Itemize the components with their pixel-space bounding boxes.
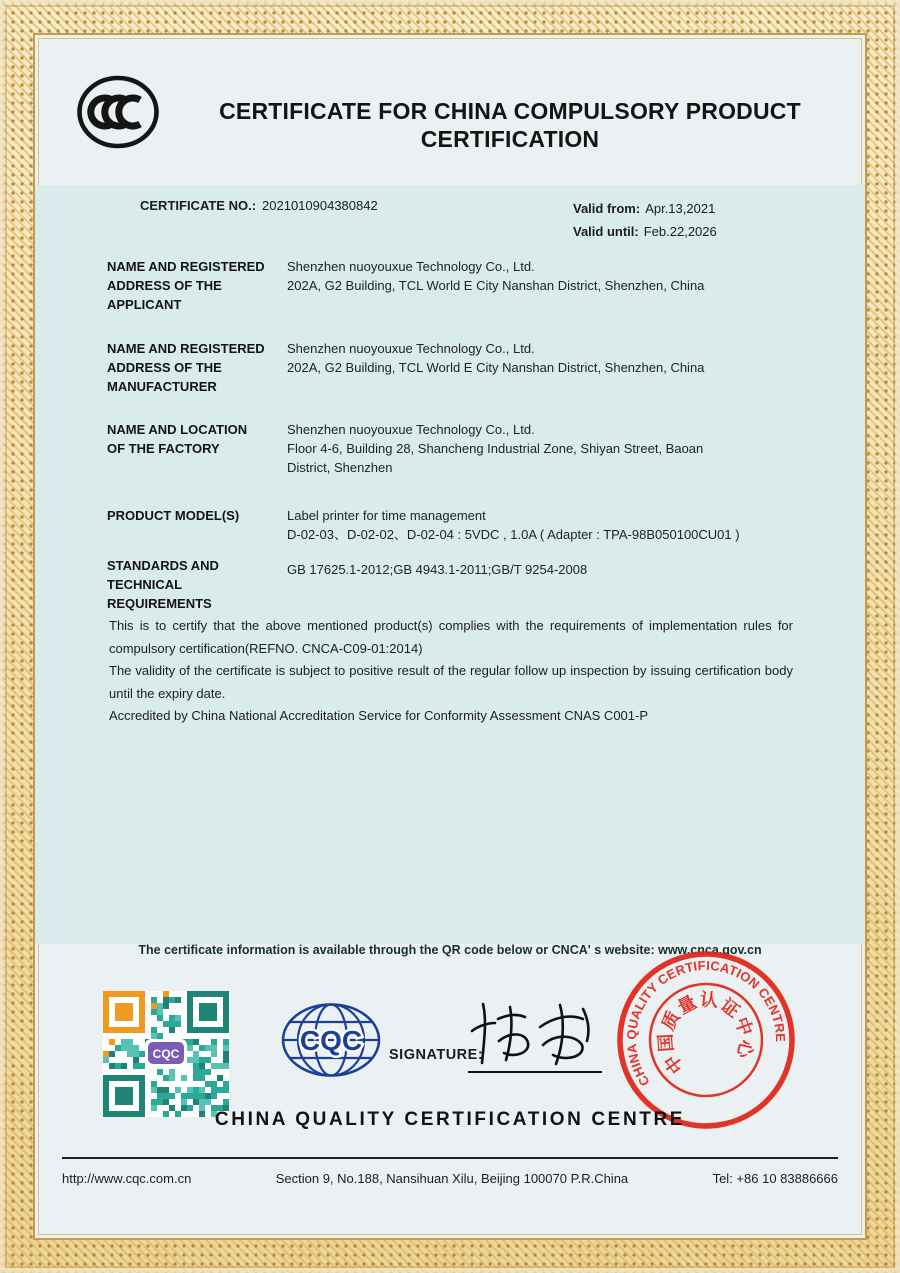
value-line: Shenzhen nuoyouxue Technology Co., Ltd. xyxy=(287,259,535,274)
label-line: NAME AND REGISTERED xyxy=(107,341,265,356)
label-line: ADDRESS OF THE xyxy=(107,360,222,375)
product-models-value xyxy=(287,506,820,544)
valid-until-value: Feb.22,2026 xyxy=(643,224,717,239)
footer-address: Section 9, No.188, Nansihuan Xilu, Beijing 100070 P.R.China xyxy=(275,1171,629,1186)
label-line: NAME AND REGISTERED xyxy=(107,259,265,274)
signature-label: SIGNATURE: xyxy=(389,1047,484,1063)
valid-from-row xyxy=(573,197,717,220)
signature-line xyxy=(468,1071,602,1073)
stamp-char: 国 xyxy=(655,1033,677,1053)
factory-field xyxy=(107,420,820,477)
manufacturer-value xyxy=(287,339,820,396)
stamp-char: 认 xyxy=(699,989,719,1011)
valid-from-value: Apr.13,2021 xyxy=(645,201,716,216)
qr-code xyxy=(103,991,229,1117)
product-models-field xyxy=(107,506,820,544)
footer-tel: Tel: +86 10 83886666 xyxy=(712,1171,838,1186)
value-line: 202A, G2 Building, TCL World E City Nanshan District, Shenzhen, China xyxy=(287,360,705,375)
statement-paragraph: This is to certify that the above mentioned product(s) complies with the requirements of implementation rules for compulsory certification(REFNO. CNCA-C09-01:2014) xyxy=(109,618,793,656)
label-line: NAME AND LOCATION xyxy=(107,422,248,437)
stamp-ring-text: CHINA QUALITY CERTIFICATION CENTRE xyxy=(623,957,789,1089)
label-line: OF THE FACTORY xyxy=(107,441,220,456)
label-line: ADDRESS OF THE APPLICANT xyxy=(107,278,222,312)
stamp-char: 质 xyxy=(657,1008,685,1034)
value-line: District, Shenzhen xyxy=(287,460,393,475)
footer xyxy=(62,1171,838,1186)
manufacturer-label xyxy=(107,339,287,396)
standards-value xyxy=(287,556,820,613)
organization-name: CHINA QUALITY CERTIFICATION CENTRE xyxy=(214,1109,686,1130)
svg-text:CHINA QUALITY CERTIFICATION CE xyxy=(614,948,793,1090)
value-line: GB 17625.1-2012;GB 4943.1-2011;GB/T 9254-2008 xyxy=(287,562,588,577)
value-line: Shenzhen nuoyouxue Technology Co., Ltd. xyxy=(287,422,535,437)
label-line: PRODUCT MODEL(S) xyxy=(107,508,240,523)
valid-until-label: Valid until: xyxy=(573,224,639,239)
certificate-number-row xyxy=(140,198,378,213)
stamp-char: 量 xyxy=(674,991,700,1018)
standards-field xyxy=(107,556,820,613)
certificate-title: CERTIFICATE FOR CHINA COMPULSORY PRODUCT CERTIFICATION xyxy=(219,98,801,152)
valid-from-label: Valid from: xyxy=(573,201,641,216)
product-models-label xyxy=(107,506,287,544)
validity-block xyxy=(573,197,717,243)
stamp-char: 中 xyxy=(731,1014,757,1039)
label-line: TECHNICAL REQUIREMENTS xyxy=(107,577,212,611)
value-line: 202A, G2 Building, TCL World E City Nanshan District, Shenzhen, China xyxy=(287,278,705,293)
applicant-value xyxy=(287,257,820,314)
stamp-char: 中 xyxy=(660,1050,688,1078)
cqc-logo-icon xyxy=(279,1001,383,1079)
signature-handwriting xyxy=(464,999,604,1071)
stamp-char: 心 xyxy=(733,1038,757,1061)
label-line: MANUFACTURER xyxy=(107,379,217,394)
statement-paragraph: The validity of the certificate is subject to positive result of the regular follow up inspection by issuing certification body until the expiry date. xyxy=(109,663,793,701)
label-line: STANDARDS AND xyxy=(107,558,219,573)
applicant-field xyxy=(107,257,820,314)
certificate-number-label: CERTIFICATE NO.: xyxy=(140,198,257,213)
factory-label xyxy=(107,420,287,477)
official-stamp xyxy=(614,948,798,1132)
svg-text:CQC: CQC xyxy=(152,1047,180,1061)
statement-paragraph: Accredited by China National Accreditation Service for Conformity Assessment CNAS C001-P xyxy=(109,708,649,723)
manufacturer-field xyxy=(107,339,820,396)
standards-label xyxy=(107,556,287,613)
footer-divider xyxy=(62,1157,838,1159)
certificate-number-value: 2021010904380842 xyxy=(262,198,378,213)
footer-website: http://www.cqc.com.cn xyxy=(62,1171,192,1186)
cqc-logo-text: CQC xyxy=(299,1025,363,1056)
factory-value xyxy=(287,420,820,477)
ccc-logo-icon xyxy=(76,74,160,150)
value-line: D-02-03、D-02-02、D-02-04 : 5VDC , 1.0A ( Adapter : TPA-98B050100CU01 ) xyxy=(287,527,740,542)
stamp-char: 证 xyxy=(717,994,744,1022)
applicant-label xyxy=(107,257,287,314)
value-line: Label printer for time management xyxy=(287,508,486,523)
value-line: Floor 4-6, Building 28, Shancheng Industrial Zone, Shiyan Street, Baoan xyxy=(287,441,704,456)
qr-notice-text: The certificate information is available through the QR code below or CNCA' s website: www.cnca.gov.cn xyxy=(138,943,762,957)
value-line: Shenzhen nuoyouxue Technology Co., Ltd. xyxy=(287,341,535,356)
valid-until-row xyxy=(573,220,717,243)
certification-statements xyxy=(109,615,793,728)
